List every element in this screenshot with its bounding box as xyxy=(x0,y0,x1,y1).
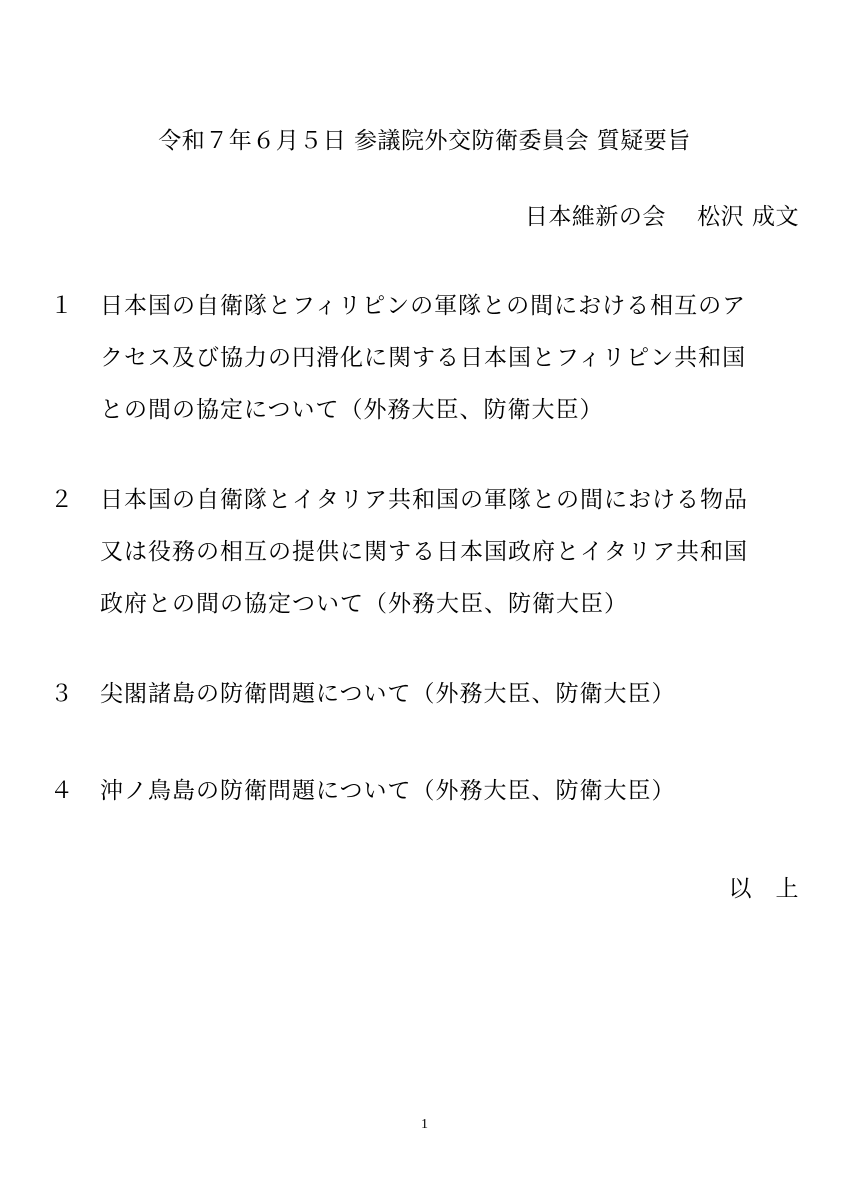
item-text-line: クセス及び協力の円滑化に関する日本国とフィリピン共和国 xyxy=(100,345,747,371)
author-line: 日本維新の会 松沢 成文 xyxy=(524,204,799,230)
item-text-line: 日本国の自衛隊とイタリア共和国の軍隊との間における物品 xyxy=(100,487,748,513)
item-number: １ xyxy=(50,293,73,319)
item-text-line: 尖閣諸島の防衛問題について（外務大臣、防衛大臣） xyxy=(100,681,676,707)
agenda-item-1 xyxy=(50,280,810,436)
item-text-line: 沖ノ鳥島の防衛問題について（外務大臣、防衛大臣） xyxy=(100,778,676,804)
agenda-item-2 xyxy=(50,474,810,630)
item-text-line: との間の協定について（外務大臣、防衛大臣） xyxy=(100,397,604,423)
item-text-line: 政府との間の協定ついて（外務大臣、防衛大臣） xyxy=(100,591,628,617)
item-number: ２ xyxy=(50,487,73,513)
item-text xyxy=(100,765,810,817)
closing-mark: 以 上 xyxy=(728,876,799,902)
item-text xyxy=(100,280,810,436)
page-number: 1 xyxy=(421,1117,428,1132)
item-text xyxy=(100,474,810,630)
agenda-item-3 xyxy=(50,668,810,720)
agenda-item-4 xyxy=(50,765,810,817)
document-title: 令和７年６月５日 参議院外交防衛委員会 質疑要旨 xyxy=(158,128,691,154)
item-text xyxy=(100,668,810,720)
item-number: ３ xyxy=(50,681,73,707)
item-number: ４ xyxy=(50,778,73,804)
item-text-line: 又は役務の相互の提供に関する日本国政府とイタリア共和国 xyxy=(100,539,748,565)
item-text-line: 日本国の自衛隊とフィリピンの軍隊との間における相互のア xyxy=(100,293,747,319)
